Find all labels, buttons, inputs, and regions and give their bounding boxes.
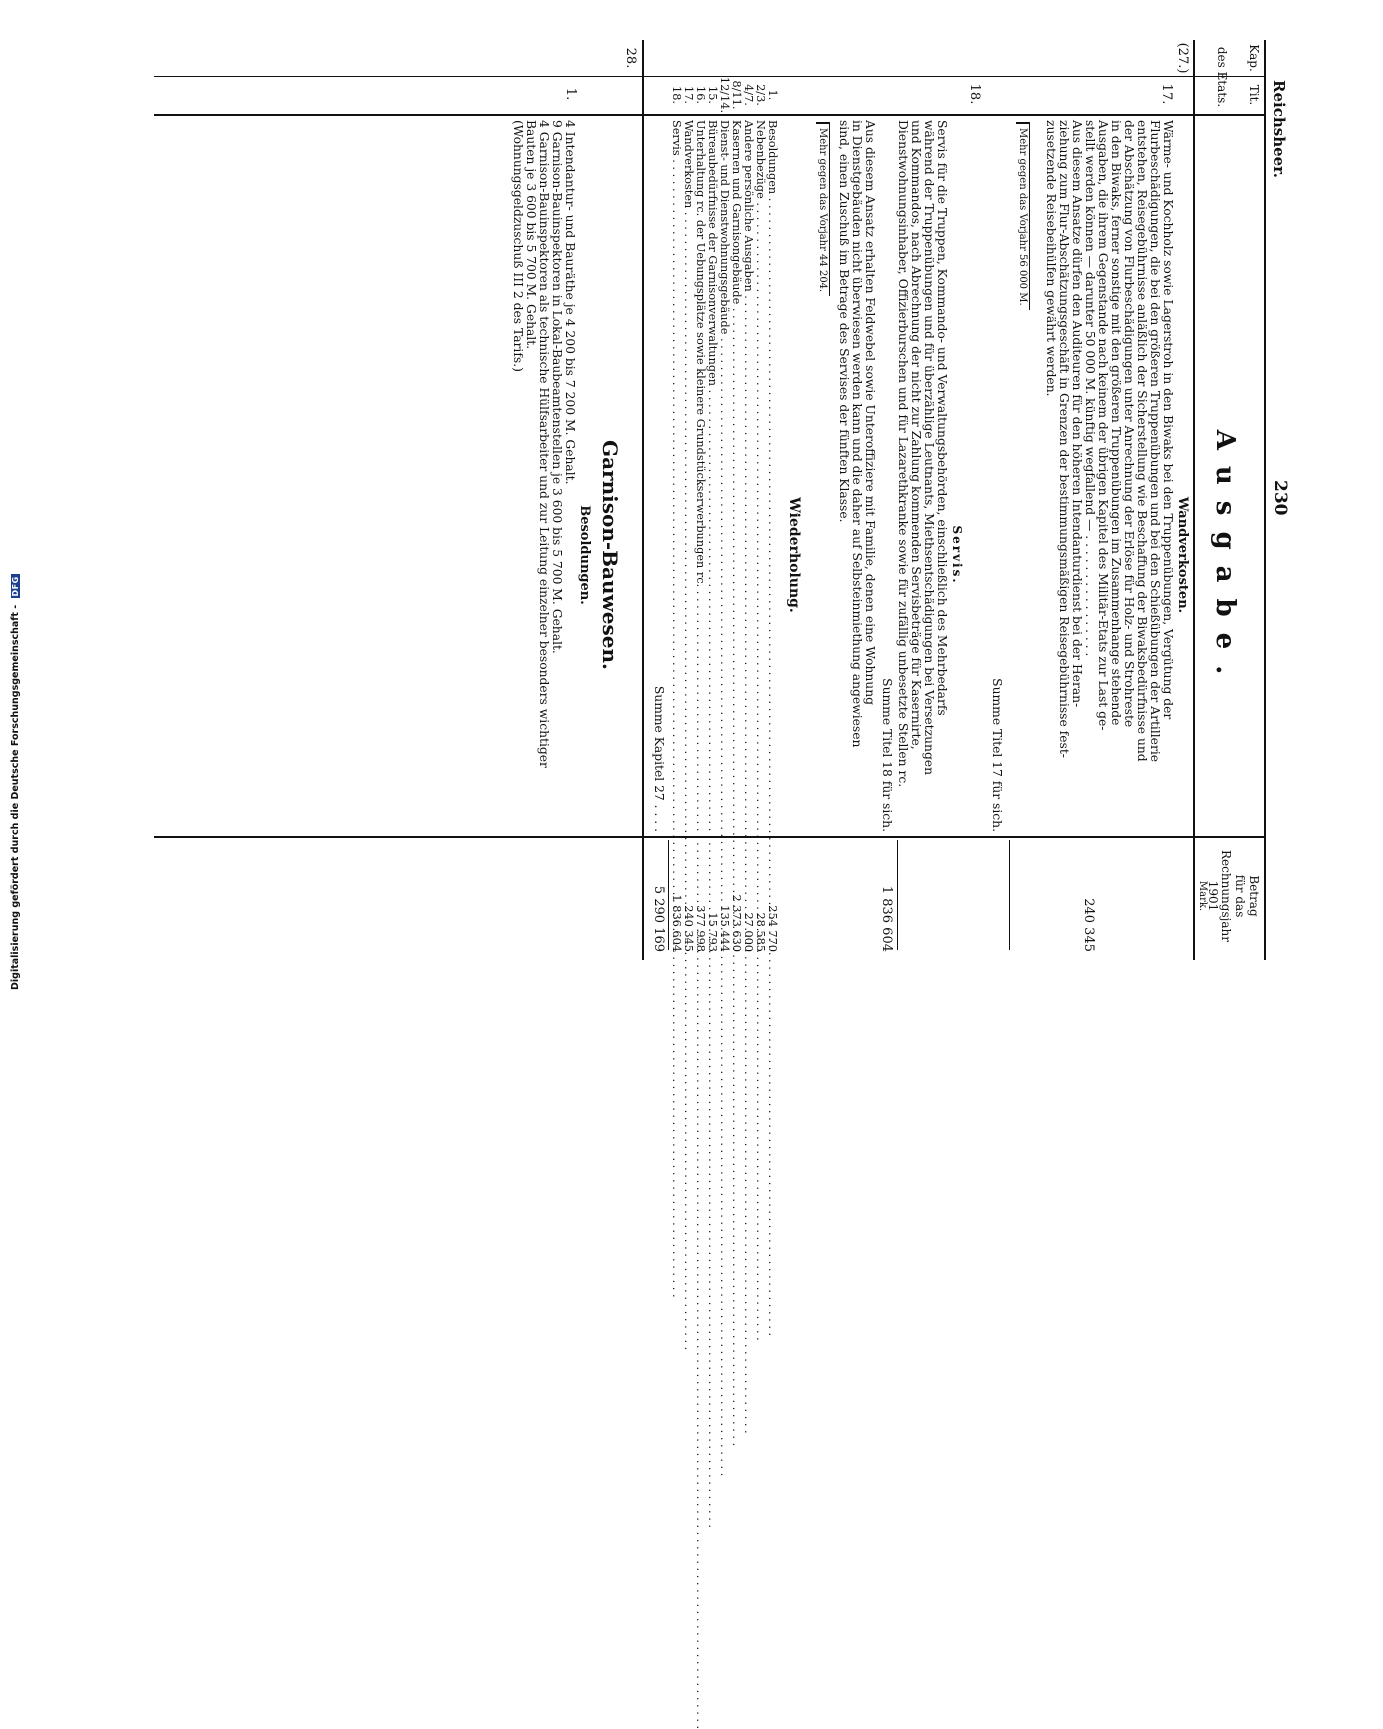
title18-note: Mehr gegen das Vorjahr 44 204. — [816, 122, 830, 296]
recap-row — [671, 40, 682, 960]
text-line: und Kommandos, nach Abrechnung der nicht zur Zahlung kommenden Servisbeträge für Kasernirte, — [909, 120, 923, 750]
chapter28-text — [511, 120, 576, 832]
rotated-page — [10, 40, 1290, 960]
recap-label: Nebenbezüge . . . — [755, 120, 766, 832]
credit-text: Digitalisierung gefördert durch die Deutsche Forschungsgemeinschaft - — [10, 604, 21, 990]
sum-rule — [897, 840, 898, 950]
text-line: Wärme- und Kochholz sowie Lagerstroh in den Biwaks bei den Truppenübungen, Vergütung der — [1161, 120, 1175, 720]
recap-amount: 2 373 630 — [730, 894, 743, 952]
recap-tit: 2/3. — [754, 84, 767, 106]
recap-row — [695, 40, 706, 960]
recap-row — [755, 40, 766, 960]
recap-tit: 17. — [682, 86, 695, 104]
chapter28-number: 28. — [623, 47, 638, 69]
recap-tit: 15. — [706, 86, 719, 104]
text-line: (Wohnungsgeldzuschuß III 2 des Tarifs.) — [511, 120, 525, 372]
recap-amount: 27 000 — [742, 912, 755, 952]
title17-text — [1044, 120, 1174, 832]
recap-tit: 4/7. — [742, 84, 755, 106]
recap-tit: 18. — [670, 86, 683, 104]
chapter-number: (27.) — [1175, 42, 1190, 74]
recap-row — [731, 40, 742, 960]
recap-amount: 240 345 — [682, 905, 695, 952]
recap-heading: Wiederholung. — [786, 497, 802, 613]
text-line: während der Truppenübungen und für überzählige Leutnants, Miethsentschädigungen bei Versetzungen — [922, 120, 936, 776]
text-line: 9 Garnison-Bauinspektoren in Lokal-Baubeamtenstellen je 3 600 bis 5 700 M. Gehalt. — [550, 120, 564, 654]
text-line: Ausgaben, die ihrem Gegenstande nach keinem der übrigen Kapitel des Militär-Etats zur Last ge- — [1096, 120, 1110, 731]
recap-label: Andere persönliche Ausgaben . . . — [743, 120, 754, 832]
top-rule — [1264, 40, 1266, 960]
title17-heading: Wandverkosten. — [1175, 496, 1190, 614]
text-line: in Dienstgebäuden nicht überwiesen werden kann und die daher auf Selbsteinmiethung angewiesen — [850, 120, 864, 748]
recap-amount: 135 444 — [718, 905, 731, 952]
recap-tit: 12/14. — [718, 76, 731, 114]
title18-heading: Servis. — [950, 525, 964, 585]
text-line: der Abschätzung von Flurbeschädigungen unter Anrechnung der Erlöse für Holz- und Strohreste — [1122, 120, 1136, 728]
text-line: sind, einen Zuschuß im Betrage des Servises der fünften Klasse. — [837, 120, 851, 523]
recap-row — [767, 40, 778, 960]
recap-label: Wandverkosten . . . — [683, 120, 694, 832]
title18-number: 18. — [967, 83, 982, 105]
section-title: Ausgabe. — [1210, 429, 1240, 691]
sum-rule — [1009, 840, 1010, 950]
recap-label: Kasernen und Garnisongebäude . . . — [731, 120, 742, 832]
chapter28-title: Garnison-Bauwesen. — [598, 440, 622, 670]
title17-amount: 240 345 — [1081, 898, 1096, 952]
chapter28-tit: 1. — [563, 87, 578, 101]
recap-amount: 1 836 604 — [670, 894, 683, 952]
text-line: stellt werden können — darunter 50 000 M. künftig wegfallend — . . . . . . . . . . . . . . . . — [1083, 120, 1097, 657]
recap-row — [719, 40, 730, 960]
recap-amount: 28 585 — [754, 912, 767, 952]
title17-sum: Summe Titel 17 für sich. — [990, 678, 1004, 832]
col-unit: Mark. — [1197, 880, 1208, 912]
recap-row — [707, 40, 718, 960]
recap-sum-amount: 5 290 169 — [651, 885, 666, 952]
recap-row — [683, 40, 694, 960]
recap-row — [743, 40, 754, 960]
col-amount-heading — [1205, 840, 1260, 952]
header-rule — [1193, 40, 1195, 960]
recap-sum-label: Summe Kapitel 27 . . . . — [652, 685, 666, 832]
text-line: Aus diesem Ansatze dürfen den Auditeuren für den höheren Intendanturdienst bei der Heran- — [1070, 120, 1084, 708]
recap-label: Servis . . . — [671, 120, 682, 832]
recap-label: Dienst- und Dienstwohnungsgebäude . . . — [719, 120, 730, 832]
title18-text — [896, 120, 948, 832]
text-line: in den Biwaks, ferner sonstige mit den größeren Truppenübungen im Zusammenhange stehende — [1109, 120, 1123, 726]
page-number: 230 — [1270, 480, 1290, 516]
dfg-logo: DFG — [11, 576, 20, 597]
title17-note: Mehr gegen das Vorjahr 56 000 M. — [1016, 122, 1030, 310]
col-kap: Kap. — [1247, 44, 1261, 72]
recap-label: Unterhaltung rc. der Uebungsplätze sowie kleinere Grundstückserwerbungen rc. . . . — [695, 120, 706, 832]
text-line: 4 Garnison-Bauinspektoren als technische Hülfsarbeiter und zur Leitung einzelner besonders wichtiger — [537, 120, 551, 768]
text-line: Aus diesem Ansatz erhalten Feldwebel sowie Unteroffiziere mit Familie, denen eine Wohnung — [863, 120, 877, 705]
recap-tit: 8/11. — [730, 80, 743, 110]
text-line: Flurbeschädigungen, die bei den größeren Truppenübungen und bei den Schießübungen der Artillerie — [1148, 120, 1162, 763]
amount-heading-line: Betrag — [1247, 875, 1261, 917]
title18-sum: Summe Titel 18 für sich. — [880, 678, 894, 832]
amount-heading-line: für das — [1233, 874, 1248, 918]
recap-tit: 16. — [694, 86, 707, 104]
text-line: Bauten je 3 600 bis 5 700 M. Gehalt. — [524, 120, 538, 350]
text-line: entstehen, Reisegebührnisse anläßlich der Sicherstellung wie Beschaffung der Biwaksbedürfnisse und — [1135, 120, 1149, 762]
title18-extra-text — [837, 120, 876, 832]
running-header: Reichsheer. — [1270, 80, 1288, 178]
recap-tit: 1. — [766, 89, 779, 101]
chapter-rule — [642, 40, 644, 960]
text-line: 4 Intendantur- und Bauräthe je 4 200 bis 7 200 M. Gehalt. — [563, 120, 577, 485]
col-des-etats: des Etats. — [1215, 46, 1229, 108]
text-line: Servis für die Truppen, Kommando- und Verwaltungsbehörden, einschließlich des Mehrbedarfs — [935, 120, 949, 716]
col-tit: Tit. — [1247, 84, 1261, 106]
amount-heading-line: 1901 — [1205, 880, 1220, 912]
text-line: ziehung zum Flur-Abschätzungsgeschäft in Grenzen der bestimmungsmäßigen Reisegebührnisse fest- — [1057, 120, 1071, 758]
recap-amount: 377 998 — [694, 905, 707, 952]
text-line: zusetzende Reisebeihülfen gewährt werden. — [1044, 120, 1058, 397]
recap-amount: 254 770 — [766, 905, 779, 952]
title18-amount: 1 836 604 — [879, 885, 894, 952]
text-line: Dienstwohnungsinhaber, Offizierburschen und für Lazarethkranke sowie für zufällig unbesetzte Stellen rc. — [896, 120, 910, 788]
recap-label: Besoldungen . . . — [767, 120, 778, 832]
amount-heading-line: Rechnungsjahr — [1219, 850, 1234, 942]
recap-label: Büreaubedürfnisse der Garnisonverwaltungen . . . — [707, 120, 718, 832]
sum-rule — [668, 840, 669, 950]
title17-number: 17. — [1159, 83, 1174, 105]
chapter28-subheading: Besoldungen. — [577, 505, 592, 605]
recap-amount: 15 793 — [706, 912, 719, 952]
